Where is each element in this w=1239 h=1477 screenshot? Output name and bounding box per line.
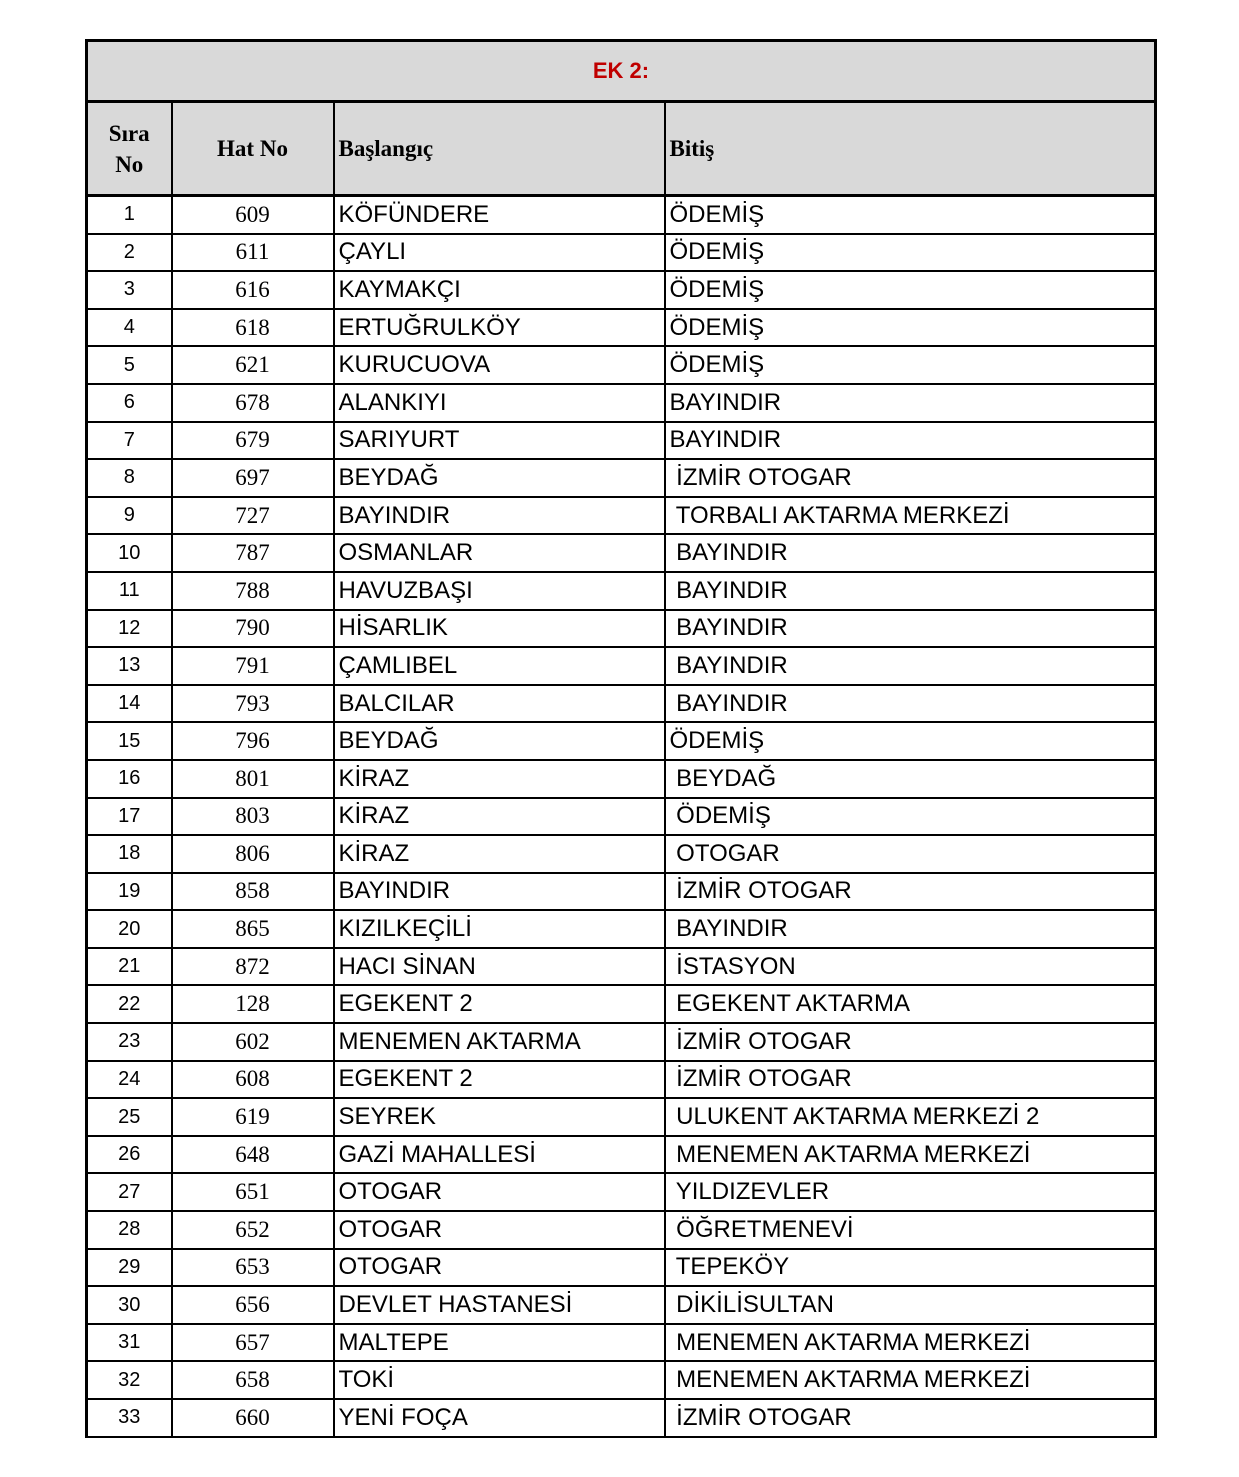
table-row	[87, 835, 1156, 873]
cell-bitis: DİKİLİSULTAN	[665, 1286, 1156, 1324]
cell-baslangic: BAYINDIR	[334, 497, 665, 535]
cell-baslangic: ÇAMLIBEL	[334, 647, 665, 685]
cell-bitis: BAYINDIR	[665, 910, 1156, 948]
table-row	[87, 1061, 1156, 1099]
cell-baslangic: KÖFÜNDERE	[334, 196, 665, 234]
table-body	[87, 196, 1156, 1437]
table-row	[87, 798, 1156, 836]
cell-baslangic: ÇAYLI	[334, 234, 665, 272]
table-row	[87, 647, 1156, 685]
header-hat-no: Hat No	[172, 102, 334, 196]
cell-bitis: ÖDEMİŞ	[665, 196, 1156, 234]
cell-bitis: BAYINDIR	[665, 384, 1156, 422]
cell-hat-no: 652	[172, 1211, 334, 1249]
cell-hat-no: 653	[172, 1249, 334, 1287]
cell-baslangic: GAZİ MAHALLESİ	[334, 1136, 665, 1174]
cell-bitis: ÖĞRETMENEVİ	[665, 1211, 1156, 1249]
cell-sira-no: 15	[87, 722, 172, 760]
cell-baslangic: KİRAZ	[334, 835, 665, 873]
cell-sira-no: 23	[87, 1023, 172, 1061]
table-row	[87, 534, 1156, 572]
cell-hat-no: 678	[172, 384, 334, 422]
cell-sira-no: 10	[87, 534, 172, 572]
cell-sira-no: 2	[87, 234, 172, 272]
cell-bitis: ÖDEMİŞ	[665, 798, 1156, 836]
cell-bitis: ULUKENT AKTARMA MERKEZİ 2	[665, 1098, 1156, 1136]
cell-sira-no: 4	[87, 309, 172, 347]
cell-baslangic: ERTUĞRULKÖY	[334, 309, 665, 347]
header-sira-line2: No	[115, 151, 144, 177]
cell-hat-no: 621	[172, 346, 334, 384]
cell-sira-no: 31	[87, 1324, 172, 1362]
cell-baslangic: HAVUZBAŞI	[334, 572, 665, 610]
cell-hat-no: 609	[172, 196, 334, 234]
table-row	[87, 760, 1156, 798]
header-sira-line1: Sıra	[108, 120, 150, 146]
cell-sira-no: 3	[87, 271, 172, 309]
cell-baslangic: SEYREK	[334, 1098, 665, 1136]
cell-bitis: İZMİR OTOGAR	[665, 1061, 1156, 1099]
cell-sira-no: 5	[87, 346, 172, 384]
cell-sira-no: 29	[87, 1249, 172, 1287]
cell-baslangic: KURUCUOVA	[334, 346, 665, 384]
cell-hat-no: 806	[172, 835, 334, 873]
cell-bitis: ÖDEMİŞ	[665, 271, 1156, 309]
cell-hat-no: 858	[172, 873, 334, 911]
cell-hat-no: 656	[172, 1286, 334, 1324]
cell-bitis: MENEMEN AKTARMA MERKEZİ	[665, 1324, 1156, 1362]
cell-bitis: BAYINDIR	[665, 610, 1156, 648]
cell-sira-no: 22	[87, 985, 172, 1023]
table-row	[87, 910, 1156, 948]
cell-hat-no: 648	[172, 1136, 334, 1174]
cell-bitis: İZMİR OTOGAR	[665, 873, 1156, 911]
cell-sira-no: 12	[87, 610, 172, 648]
cell-sira-no: 27	[87, 1173, 172, 1211]
cell-bitis: İZMİR OTOGAR	[665, 1399, 1156, 1437]
cell-baslangic: OTOGAR	[334, 1249, 665, 1287]
cell-sira-no: 24	[87, 1061, 172, 1099]
cell-hat-no: 727	[172, 497, 334, 535]
cell-hat-no: 602	[172, 1023, 334, 1061]
cell-sira-no: 17	[87, 798, 172, 836]
cell-sira-no: 26	[87, 1136, 172, 1174]
route-table	[85, 39, 1157, 1438]
cell-bitis: TEPEKÖY	[665, 1249, 1156, 1287]
cell-baslangic: BAYINDIR	[334, 873, 665, 911]
cell-bitis: TORBALI AKTARMA MERKEZİ	[665, 497, 1156, 535]
cell-sira-no: 25	[87, 1098, 172, 1136]
cell-bitis: MENEMEN AKTARMA MERKEZİ	[665, 1136, 1156, 1174]
cell-hat-no: 791	[172, 647, 334, 685]
cell-sira-no: 14	[87, 685, 172, 723]
cell-baslangic: MALTEPE	[334, 1324, 665, 1362]
cell-sira-no: 1	[87, 196, 172, 234]
cell-baslangic: BALCILAR	[334, 685, 665, 723]
cell-bitis: İZMİR OTOGAR	[665, 459, 1156, 497]
table-row	[87, 497, 1156, 535]
cell-baslangic: ALANKIYI	[334, 384, 665, 422]
cell-bitis: ÖDEMİŞ	[665, 234, 1156, 272]
cell-baslangic: KIZILKEÇİLİ	[334, 910, 665, 948]
table-row	[87, 1286, 1156, 1324]
cell-sira-no: 32	[87, 1361, 172, 1399]
table-row	[87, 1173, 1156, 1211]
table-row	[87, 985, 1156, 1023]
table-row	[87, 422, 1156, 460]
cell-hat-no: 788	[172, 572, 334, 610]
cell-sira-no: 30	[87, 1286, 172, 1324]
cell-baslangic: OTOGAR	[334, 1211, 665, 1249]
table-row	[87, 309, 1156, 347]
cell-hat-no: 787	[172, 534, 334, 572]
cell-baslangic: KİRAZ	[334, 760, 665, 798]
cell-baslangic: HACI SİNAN	[334, 948, 665, 986]
cell-hat-no: 793	[172, 685, 334, 723]
cell-bitis: BEYDAĞ	[665, 760, 1156, 798]
cell-baslangic: BEYDAĞ	[334, 459, 665, 497]
cell-baslangic: DEVLET HASTANESİ	[334, 1286, 665, 1324]
table-row	[87, 1324, 1156, 1362]
cell-bitis: OTOGAR	[665, 835, 1156, 873]
cell-sira-no: 6	[87, 384, 172, 422]
cell-bitis: BAYINDIR	[665, 534, 1156, 572]
cell-baslangic: HİSARLIK	[334, 610, 665, 648]
cell-sira-no: 28	[87, 1211, 172, 1249]
header-bitis: Bitiş	[665, 102, 1156, 196]
cell-sira-no: 18	[87, 835, 172, 873]
table-row	[87, 384, 1156, 422]
cell-hat-no: 657	[172, 1324, 334, 1362]
table-row	[87, 234, 1156, 272]
cell-bitis: BAYINDIR	[665, 685, 1156, 723]
cell-bitis: ÖDEMİŞ	[665, 722, 1156, 760]
table-row	[87, 948, 1156, 986]
document-page	[85, 39, 1154, 1438]
cell-hat-no: 128	[172, 985, 334, 1023]
cell-hat-no: 790	[172, 610, 334, 648]
cell-bitis: BAYINDIR	[665, 572, 1156, 610]
table-row	[87, 572, 1156, 610]
table-row	[87, 346, 1156, 384]
cell-bitis: YILDIZEVLER	[665, 1173, 1156, 1211]
cell-sira-no: 19	[87, 873, 172, 911]
cell-hat-no: 801	[172, 760, 334, 798]
cell-sira-no: 7	[87, 422, 172, 460]
table-row	[87, 1211, 1156, 1249]
cell-baslangic: OTOGAR	[334, 1173, 665, 1211]
table-row	[87, 722, 1156, 760]
table-row	[87, 1399, 1156, 1437]
table-row	[87, 1136, 1156, 1174]
table-row	[87, 459, 1156, 497]
table-row	[87, 1098, 1156, 1136]
cell-bitis: İSTASYON	[665, 948, 1156, 986]
cell-baslangic: MENEMEN AKTARMA	[334, 1023, 665, 1061]
cell-baslangic: BEYDAĞ	[334, 722, 665, 760]
cell-sira-no: 9	[87, 497, 172, 535]
header-sira-no	[87, 102, 172, 196]
cell-sira-no: 8	[87, 459, 172, 497]
cell-bitis: BAYINDIR	[665, 422, 1156, 460]
cell-hat-no: 618	[172, 309, 334, 347]
cell-baslangic: KİRAZ	[334, 798, 665, 836]
table-row	[87, 610, 1156, 648]
table-header-row	[87, 102, 1156, 196]
cell-hat-no: 619	[172, 1098, 334, 1136]
cell-baslangic: EGEKENT 2	[334, 985, 665, 1023]
cell-baslangic: KAYMAKÇI	[334, 271, 665, 309]
cell-hat-no: 658	[172, 1361, 334, 1399]
cell-baslangic: OSMANLAR	[334, 534, 665, 572]
cell-bitis: ÖDEMİŞ	[665, 309, 1156, 347]
cell-baslangic: EGEKENT 2	[334, 1061, 665, 1099]
cell-hat-no: 796	[172, 722, 334, 760]
cell-hat-no: 803	[172, 798, 334, 836]
cell-sira-no: 11	[87, 572, 172, 610]
cell-hat-no: 611	[172, 234, 334, 272]
cell-baslangic: SARIYURT	[334, 422, 665, 460]
cell-hat-no: 697	[172, 459, 334, 497]
table-row	[87, 1249, 1156, 1287]
cell-hat-no: 679	[172, 422, 334, 460]
cell-hat-no: 616	[172, 271, 334, 309]
table-row	[87, 1361, 1156, 1399]
table-row	[87, 873, 1156, 911]
cell-bitis: EGEKENT AKTARMA	[665, 985, 1156, 1023]
cell-sira-no: 13	[87, 647, 172, 685]
table-row	[87, 271, 1156, 309]
cell-bitis: ÖDEMİŞ	[665, 346, 1156, 384]
table-row	[87, 685, 1156, 723]
cell-hat-no: 608	[172, 1061, 334, 1099]
cell-bitis: İZMİR OTOGAR	[665, 1023, 1156, 1061]
cell-sira-no: 16	[87, 760, 172, 798]
cell-hat-no: 660	[172, 1399, 334, 1437]
cell-hat-no: 865	[172, 910, 334, 948]
cell-bitis: BAYINDIR	[665, 647, 1156, 685]
header-baslangic: Başlangıç	[334, 102, 665, 196]
cell-bitis: MENEMEN AKTARMA MERKEZİ	[665, 1361, 1156, 1399]
table-row	[87, 196, 1156, 234]
cell-baslangic: TOKİ	[334, 1361, 665, 1399]
table-title: EK 2:	[87, 41, 1156, 102]
cell-sira-no: 21	[87, 948, 172, 986]
cell-sira-no: 20	[87, 910, 172, 948]
cell-baslangic: YENİ FOÇA	[334, 1399, 665, 1437]
table-row	[87, 1023, 1156, 1061]
table-title-row	[87, 41, 1156, 102]
cell-sira-no: 33	[87, 1399, 172, 1437]
cell-hat-no: 651	[172, 1173, 334, 1211]
cell-hat-no: 872	[172, 948, 334, 986]
